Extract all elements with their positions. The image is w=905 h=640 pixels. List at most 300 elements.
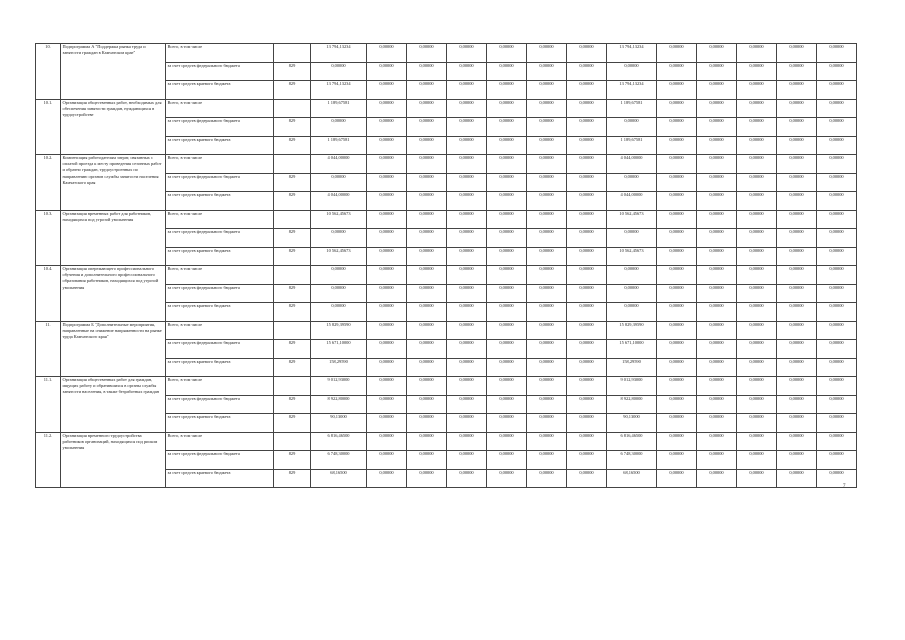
amount-cell: 0,00000 — [407, 469, 447, 488]
funding-source: Всего, в том числе — [166, 266, 274, 285]
item-name: Организация временного трудоустройства работников организаций, находящихся под риском увольнения — [61, 432, 166, 488]
budget-code: 829 — [274, 469, 311, 488]
amount-cell: 0,00000 — [487, 192, 527, 211]
amount-cell: 0,00000 — [487, 432, 527, 451]
budget-code — [274, 377, 311, 396]
funding-source: Всего, в том числе — [166, 99, 274, 118]
amount-cell: 0,00000 — [447, 210, 487, 229]
amount-cell: 0,00000 — [817, 469, 857, 488]
item-number: 11.2. — [36, 432, 61, 488]
amount-cell: 4 044,00000 — [311, 192, 367, 211]
funding-source: Всего, в том числе — [166, 44, 274, 63]
amount-cell: 0,00000 — [527, 99, 567, 118]
amount-cell: 0,00000 — [487, 99, 527, 118]
amount-cell: 0,00000 — [407, 210, 447, 229]
amount-cell: 0,00000 — [737, 229, 777, 248]
amount-cell: 158,29590 — [607, 358, 657, 377]
amount-cell: 1 189,67581 — [311, 99, 367, 118]
amount-cell: 0,00000 — [777, 155, 817, 174]
amount-cell: 0,00000 — [777, 303, 817, 322]
amount-cell: 0,00000 — [487, 395, 527, 414]
amount-cell: 0,00000 — [407, 99, 447, 118]
amount-cell: 0,00000 — [311, 284, 367, 303]
amount-cell: 0,00000 — [817, 358, 857, 377]
amount-cell: 0,00000 — [407, 118, 447, 137]
amount-cell: 0,00000 — [567, 469, 607, 488]
amount-cell: 0,00000 — [737, 451, 777, 470]
amount-cell: 0,00000 — [407, 155, 447, 174]
amount-cell: 0,00000 — [527, 432, 567, 451]
amount-cell: 0,00000 — [367, 377, 407, 396]
amount-cell: 0,00000 — [817, 432, 857, 451]
amount-cell: 10 562,45673 — [607, 247, 657, 266]
amount-cell: 0,00000 — [447, 136, 487, 155]
funding-source: Всего, в том числе — [166, 155, 274, 174]
funding-source: за счет средств краевого бюджета — [166, 414, 274, 433]
amount-cell: 0,00000 — [527, 321, 567, 340]
amount-cell: 0,00000 — [567, 451, 607, 470]
amount-cell: 0,00000 — [657, 303, 697, 322]
amount-cell: 0,00000 — [697, 395, 737, 414]
amount-cell: 0,00000 — [367, 229, 407, 248]
amount-cell: 0,00000 — [657, 229, 697, 248]
amount-cell: 0,00000 — [527, 118, 567, 137]
amount-cell: 0,00000 — [311, 229, 367, 248]
item-number: 10.3. — [36, 210, 61, 266]
amount-cell: 0,00000 — [657, 321, 697, 340]
amount-cell: 0,00000 — [737, 340, 777, 359]
amount-cell: 0,00000 — [407, 414, 447, 433]
amount-cell: 0,00000 — [407, 303, 447, 322]
amount-cell: 0,00000 — [567, 247, 607, 266]
amount-cell: 0,00000 — [311, 62, 367, 81]
budget-code: 829 — [274, 247, 311, 266]
amount-cell: 13 794,13234 — [607, 81, 657, 100]
amount-cell: 0,00000 — [447, 377, 487, 396]
amount-cell: 0,00000 — [447, 173, 487, 192]
amount-cell: 0,00000 — [697, 303, 737, 322]
amount-cell: 0,00000 — [777, 266, 817, 285]
amount-cell: 0,00000 — [657, 62, 697, 81]
amount-cell: 0,00000 — [527, 303, 567, 322]
amount-cell: 0,00000 — [777, 192, 817, 211]
amount-cell: 0,00000 — [407, 377, 447, 396]
item-name: Организация временных работ для работников, находящихся под угрозой увольнения — [61, 210, 166, 266]
amount-cell: 0,00000 — [697, 136, 737, 155]
funding-source: за счет средств краевого бюджета — [166, 469, 274, 488]
amount-cell: 0,00000 — [697, 62, 737, 81]
amount-cell: 0,00000 — [527, 469, 567, 488]
table-row — [36, 266, 857, 285]
amount-cell: 0,00000 — [487, 155, 527, 174]
amount-cell: 0,00000 — [817, 284, 857, 303]
amount-cell: 90,13000 — [607, 414, 657, 433]
funding-source: за счет средств федерального бюджета — [166, 229, 274, 248]
amount-cell: 0,00000 — [777, 99, 817, 118]
amount-cell: 0,00000 — [657, 358, 697, 377]
amount-cell: 0,00000 — [447, 395, 487, 414]
amount-cell: 0,00000 — [447, 266, 487, 285]
amount-cell: 0,00000 — [487, 44, 527, 63]
amount-cell: 0,00000 — [817, 395, 857, 414]
amount-cell: 13 794,13234 — [311, 44, 367, 63]
amount-cell: 0,00000 — [447, 247, 487, 266]
item-number: 11.1. — [36, 377, 61, 433]
amount-cell: 0,00000 — [367, 395, 407, 414]
amount-cell: 0,00000 — [697, 284, 737, 303]
amount-cell: 0,00000 — [697, 173, 737, 192]
amount-cell: 0,00000 — [311, 173, 367, 192]
amount-cell: 0,00000 — [447, 321, 487, 340]
amount-cell: 0,00000 — [737, 321, 777, 340]
amount-cell: 0,00000 — [567, 284, 607, 303]
amount-cell: 0,00000 — [567, 229, 607, 248]
amount-cell: 0,00000 — [527, 44, 567, 63]
amount-cell: 0,00000 — [777, 340, 817, 359]
amount-cell: 0,00000 — [407, 451, 447, 470]
amount-cell: 0,00000 — [367, 247, 407, 266]
amount-cell: 0,00000 — [817, 210, 857, 229]
amount-cell: 0,00000 — [697, 358, 737, 377]
amount-cell: 0,00000 — [567, 340, 607, 359]
amount-cell: 0,00000 — [367, 266, 407, 285]
amount-cell: 0,00000 — [447, 99, 487, 118]
budget-code — [274, 432, 311, 451]
budget-code: 829 — [274, 451, 311, 470]
amount-cell: 0,00000 — [737, 266, 777, 285]
amount-cell: 0,00000 — [567, 118, 607, 137]
amount-cell: 0,00000 — [817, 229, 857, 248]
amount-cell: 0,00000 — [527, 192, 567, 211]
amount-cell: 0,00000 — [697, 155, 737, 174]
amount-cell: 0,00000 — [737, 99, 777, 118]
amount-cell: 0,00000 — [737, 210, 777, 229]
funding-source: за счет средств краевого бюджета — [166, 136, 274, 155]
amount-cell: 0,00000 — [777, 321, 817, 340]
table-row — [36, 155, 857, 174]
funding-source: Всего, в том числе — [166, 210, 274, 229]
amount-cell: 0,00000 — [777, 358, 817, 377]
amount-cell: 0,00000 — [407, 432, 447, 451]
amount-cell: 0,00000 — [817, 155, 857, 174]
amount-cell: 0,00000 — [817, 173, 857, 192]
amount-cell: 0,00000 — [777, 395, 817, 414]
amount-cell: 0,00000 — [657, 469, 697, 488]
item-name: Организация опережающего профессионального обучения и дополнительного профессионального образования работников, находящихся под угрозой увольнения — [61, 266, 166, 322]
amount-cell: 0,00000 — [817, 62, 857, 81]
amount-cell: 0,00000 — [607, 173, 657, 192]
amount-cell: 0,00000 — [697, 266, 737, 285]
amount-cell: 0,00000 — [447, 358, 487, 377]
amount-cell: 0,00000 — [407, 395, 447, 414]
amount-cell: 13 794,13234 — [311, 81, 367, 100]
amount-cell: 0,00000 — [737, 284, 777, 303]
amount-cell: 0,00000 — [777, 284, 817, 303]
amount-cell: 0,00000 — [657, 210, 697, 229]
amount-cell: 0,00000 — [697, 99, 737, 118]
amount-cell: 0,00000 — [737, 81, 777, 100]
amount-cell: 0,00000 — [697, 469, 737, 488]
amount-cell: 0,00000 — [567, 173, 607, 192]
amount-cell: 68,16500 — [607, 469, 657, 488]
funding-source: Всего, в том числе — [166, 377, 274, 396]
amount-cell: 0,00000 — [567, 266, 607, 285]
budget-code: 829 — [274, 118, 311, 137]
amount-cell: 0,00000 — [777, 229, 817, 248]
amount-cell: 6 748,30000 — [607, 451, 657, 470]
amount-cell: 0,00000 — [657, 377, 697, 396]
amount-cell: 9 012,93000 — [607, 377, 657, 396]
amount-cell: 0,00000 — [817, 414, 857, 433]
budget-code: 829 — [274, 414, 311, 433]
amount-cell: 0,00000 — [487, 136, 527, 155]
amount-cell: 90,13000 — [311, 414, 367, 433]
amount-cell: 0,00000 — [487, 321, 527, 340]
funding-source: за счет средств краевого бюджета — [166, 81, 274, 100]
budget-code: 829 — [274, 173, 311, 192]
amount-cell: 4 044,00000 — [607, 155, 657, 174]
item-name: Компенсация работодателям затрат, связанных с оплатой проезда к месту проведения сезонных работ и обратно граждан, трудоустроенных по направлению органов службы занятости населения Камчатского края — [61, 155, 166, 211]
amount-cell: 0,00000 — [367, 414, 407, 433]
amount-cell: 0,00000 — [527, 81, 567, 100]
amount-cell: 0,00000 — [697, 81, 737, 100]
amount-cell: 0,00000 — [487, 62, 527, 81]
amount-cell: 0,00000 — [311, 266, 367, 285]
amount-cell: 0,00000 — [487, 469, 527, 488]
amount-cell: 0,00000 — [367, 358, 407, 377]
amount-cell: 0,00000 — [367, 340, 407, 359]
amount-cell: 0,00000 — [567, 303, 607, 322]
item-name: Подпрограмма А "Поддержка рынка труда и занятости граждан в Камчатском крае" — [61, 44, 166, 100]
amount-cell: 0,00000 — [817, 377, 857, 396]
amount-cell: 0,00000 — [777, 118, 817, 137]
amount-cell: 0,00000 — [817, 303, 857, 322]
amount-cell: 0,00000 — [697, 210, 737, 229]
amount-cell: 0,00000 — [777, 377, 817, 396]
amount-cell: 0,00000 — [817, 266, 857, 285]
funding-source: за счет средств федерального бюджета — [166, 451, 274, 470]
amount-cell: 0,00000 — [447, 340, 487, 359]
amount-cell: 0,00000 — [737, 395, 777, 414]
amount-cell: 0,00000 — [777, 210, 817, 229]
amount-cell: 0,00000 — [447, 44, 487, 63]
amount-cell: 0,00000 — [817, 118, 857, 137]
funding-source: за счет средств федерального бюджета — [166, 173, 274, 192]
amount-cell: 0,00000 — [447, 229, 487, 248]
amount-cell: 0,00000 — [567, 62, 607, 81]
amount-cell: 0,00000 — [487, 266, 527, 285]
amount-cell: 0,00000 — [777, 62, 817, 81]
amount-cell: 0,00000 — [487, 81, 527, 100]
amount-cell: 0,00000 — [527, 266, 567, 285]
amount-cell: 0,00000 — [657, 173, 697, 192]
amount-cell: 9 012,93000 — [311, 377, 367, 396]
amount-cell: 0,00000 — [567, 358, 607, 377]
amount-cell: 0,00000 — [737, 432, 777, 451]
amount-cell: 0,00000 — [311, 118, 367, 137]
amount-cell: 0,00000 — [407, 340, 447, 359]
amount-cell: 0,00000 — [407, 284, 447, 303]
amount-cell: 0,00000 — [567, 377, 607, 396]
amount-cell: 10 562,45673 — [311, 210, 367, 229]
amount-cell: 15 671,10000 — [607, 340, 657, 359]
item-number: 10.2. — [36, 155, 61, 211]
amount-cell: 0,00000 — [407, 62, 447, 81]
amount-cell: 0,00000 — [447, 432, 487, 451]
amount-cell: 0,00000 — [737, 44, 777, 63]
amount-cell: 0,00000 — [657, 136, 697, 155]
amount-cell: 0,00000 — [527, 414, 567, 433]
amount-cell: 0,00000 — [527, 229, 567, 248]
amount-cell: 0,00000 — [527, 136, 567, 155]
amount-cell: 0,00000 — [527, 395, 567, 414]
amount-cell: 0,00000 — [567, 81, 607, 100]
amount-cell: 0,00000 — [697, 247, 737, 266]
budget-code — [274, 44, 311, 63]
funding-source: за счет средств краевого бюджета — [166, 303, 274, 322]
amount-cell: 1 189,67581 — [311, 136, 367, 155]
amount-cell: 0,00000 — [367, 192, 407, 211]
amount-cell: 0,00000 — [607, 62, 657, 81]
amount-cell: 13 794,13234 — [607, 44, 657, 63]
amount-cell: 0,00000 — [567, 136, 607, 155]
amount-cell: 0,00000 — [697, 321, 737, 340]
budget-code: 829 — [274, 340, 311, 359]
amount-cell: 0,00000 — [367, 155, 407, 174]
amount-cell: 0,00000 — [657, 266, 697, 285]
funding-source: Всего, в том числе — [166, 432, 274, 451]
budget-code — [274, 266, 311, 285]
amount-cell: 15 829,39590 — [607, 321, 657, 340]
amount-cell: 0,00000 — [657, 451, 697, 470]
amount-cell: 0,00000 — [607, 118, 657, 137]
amount-cell: 0,00000 — [737, 358, 777, 377]
amount-cell: 0,00000 — [527, 155, 567, 174]
page-number: 7 — [843, 484, 846, 489]
amount-cell: 0,00000 — [607, 303, 657, 322]
amount-cell: 0,00000 — [447, 469, 487, 488]
amount-cell: 0,00000 — [737, 377, 777, 396]
amount-cell: 0,00000 — [407, 136, 447, 155]
item-name: Организация общественных работ, необходимых для обеспечения занятости граждан, нуждающихся в трудоустройстве — [61, 99, 166, 155]
amount-cell: 0,00000 — [697, 432, 737, 451]
amount-cell: 0,00000 — [527, 340, 567, 359]
amount-cell: 0,00000 — [407, 321, 447, 340]
amount-cell: 0,00000 — [367, 303, 407, 322]
amount-cell: 0,00000 — [697, 44, 737, 63]
funding-source: за счет средств краевого бюджета — [166, 247, 274, 266]
funding-source: за счет средств краевого бюджета — [166, 192, 274, 211]
amount-cell: 0,00000 — [487, 118, 527, 137]
budget-code: 829 — [274, 136, 311, 155]
table-row — [36, 321, 857, 340]
budget-code: 829 — [274, 395, 311, 414]
amount-cell: 0,00000 — [487, 358, 527, 377]
amount-cell: 10 562,45673 — [607, 210, 657, 229]
amount-cell: 15 829,39590 — [311, 321, 367, 340]
funding-source: за счет средств федерального бюджета — [166, 118, 274, 137]
amount-cell: 0,00000 — [817, 247, 857, 266]
amount-cell: 0,00000 — [657, 44, 697, 63]
amount-cell: 0,00000 — [777, 136, 817, 155]
amount-cell: 0,00000 — [777, 469, 817, 488]
amount-cell: 0,00000 — [447, 451, 487, 470]
amount-cell: 0,00000 — [407, 192, 447, 211]
amount-cell: 0,00000 — [367, 81, 407, 100]
budget-code: 829 — [274, 358, 311, 377]
amount-cell: 0,00000 — [407, 44, 447, 63]
amount-cell: 0,00000 — [407, 247, 447, 266]
item-name: Подпрограмма Б "Дополнительные мероприятия, направленные на снижение напряженности на рынке труда Камчатского края" — [61, 321, 166, 377]
amount-cell: 0,00000 — [657, 247, 697, 266]
amount-cell: 0,00000 — [777, 451, 817, 470]
amount-cell: 0,00000 — [367, 99, 407, 118]
amount-cell: 4 044,00000 — [311, 155, 367, 174]
table-row — [36, 377, 857, 396]
budget-code — [274, 155, 311, 174]
amount-cell: 0,00000 — [567, 321, 607, 340]
amount-cell: 0,00000 — [697, 414, 737, 433]
amount-cell: 0,00000 — [527, 210, 567, 229]
amount-cell: 0,00000 — [527, 377, 567, 396]
amount-cell: 0,00000 — [607, 266, 657, 285]
item-number: 10.4. — [36, 266, 61, 322]
amount-cell: 8 922,80000 — [607, 395, 657, 414]
table-row — [36, 99, 857, 118]
amount-cell: 0,00000 — [487, 340, 527, 359]
amount-cell: 0,00000 — [657, 118, 697, 137]
amount-cell: 0,00000 — [697, 229, 737, 248]
amount-cell: 0,00000 — [487, 247, 527, 266]
amount-cell: 0,00000 — [737, 469, 777, 488]
amount-cell: 0,00000 — [697, 377, 737, 396]
amount-cell: 0,00000 — [487, 377, 527, 396]
table-row — [36, 44, 857, 63]
amount-cell: 0,00000 — [657, 81, 697, 100]
amount-cell: 0,00000 — [367, 210, 407, 229]
amount-cell: 0,00000 — [407, 173, 447, 192]
amount-cell: 0,00000 — [777, 44, 817, 63]
amount-cell: 0,00000 — [657, 414, 697, 433]
table-row — [36, 210, 857, 229]
amount-cell: 15 671,10000 — [311, 340, 367, 359]
amount-cell: 0,00000 — [777, 414, 817, 433]
amount-cell: 0,00000 — [817, 192, 857, 211]
item-name: Организация общественных работ для граждан, ищущих работу и обратившихся в органы службы занятости населения, в также безработных граждан — [61, 377, 166, 433]
amount-cell: 0,00000 — [407, 266, 447, 285]
amount-cell: 0,00000 — [737, 414, 777, 433]
amount-cell: 0,00000 — [367, 451, 407, 470]
amount-cell: 158,29590 — [311, 358, 367, 377]
amount-cell: 0,00000 — [737, 192, 777, 211]
budget-code: 829 — [274, 303, 311, 322]
funding-source: за счет средств федерального бюджета — [166, 395, 274, 414]
amount-cell: 0,00000 — [367, 432, 407, 451]
amount-cell: 0,00000 — [697, 340, 737, 359]
amount-cell: 0,00000 — [527, 62, 567, 81]
amount-cell: 0,00000 — [447, 192, 487, 211]
amount-cell: 0,00000 — [697, 118, 737, 137]
funding-source: Всего, в том числе — [166, 321, 274, 340]
amount-cell: 0,00000 — [697, 192, 737, 211]
funding-source: за счет средств федерального бюджета — [166, 340, 274, 359]
amount-cell: 0,00000 — [487, 451, 527, 470]
amount-cell: 0,00000 — [447, 155, 487, 174]
amount-cell: 4 044,00000 — [607, 192, 657, 211]
amount-cell: 6 816,46500 — [311, 432, 367, 451]
amount-cell: 0,00000 — [367, 62, 407, 81]
amount-cell: 1 189,67581 — [607, 136, 657, 155]
